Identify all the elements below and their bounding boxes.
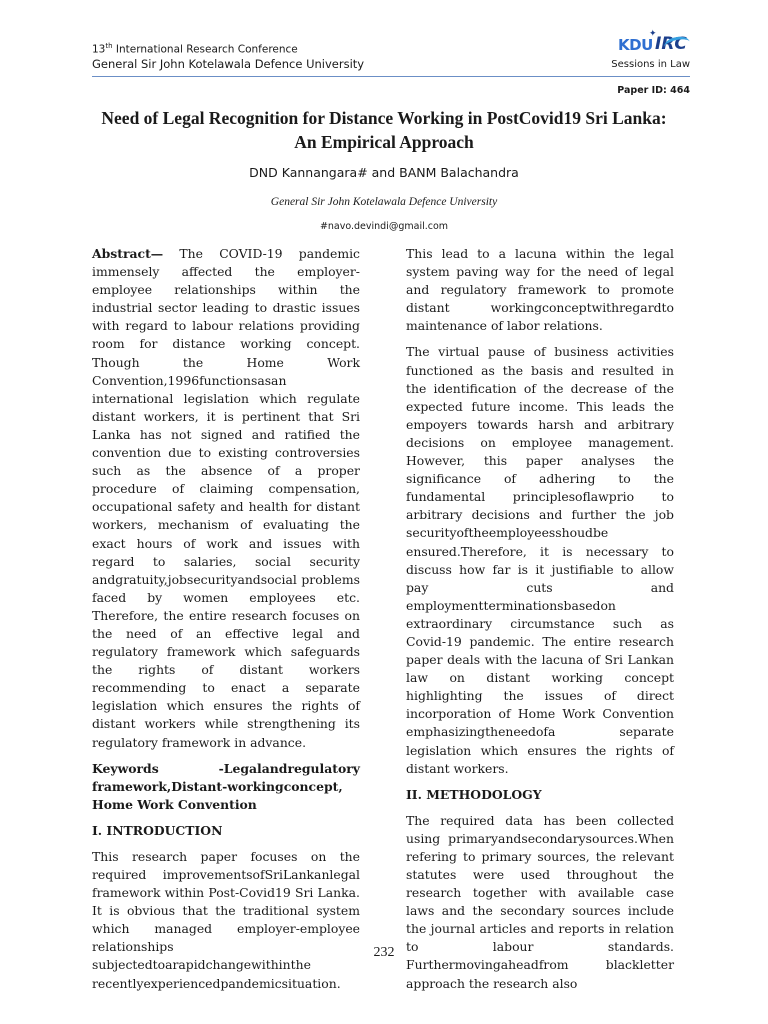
introduction-paragraph-3: The virtual pause of business activities functioned as the basis and resulted in the identification of the decrease of the expected future income. This leads the empoyers towards harsh and arbitrary decisions on employee management. However, this paper analyses the significance of adhering to the fundamental principlesoflawprio to arbitrary decisions and further the job securityoftheemployeesshoudbe ensured.Therefore, it is necessary to discuss how far is it justifiable to allow pay cuts and employmentterminationsbasedon extraordinary circumstance such as Covid-19 pandemic. The entire research paper deals with the lacuna of Sri Lankan law on distant working concept highlighting the issues of direct incorporation of Home Work Convention emphasizingtheneedofa separate legislation which ensures the rights of distant workers. — [406, 344, 674, 776]
introduction-heading: I. INTRODUCTION — [92, 822, 223, 838]
paper-title: Need of Legal Recognition for Distance Working in PostCovid19 Sri Lanka: An Empirical Approach — [101, 108, 667, 152]
page-header — [92, 28, 690, 77]
abstract-label: Abstract— — [92, 246, 164, 261]
conference-title: 13th International Research Conference — [92, 42, 298, 56]
authors: DND Kannangara# and BANM Balachandra — [249, 165, 519, 180]
paper-id: Paper ID: 464 — [617, 85, 690, 96]
introduction-paragraph-1: This research paper focuses on the required improvementsofSriLankanlegal framework within Post-Covid19 Sri Lanka. It is obvious that the traditional system which managed employer-employee relationships subjectedtoarapidchangewithinthe recentlyexperiencedpandemicsituation. — [92, 848, 360, 991]
abstract-text: The COVID-19 pandemic immensely affected the employer-employee relationships within the industrial sector leading to drastic issues with regard to labour relations providing room for distance working concept. Though the Home Work Convention,1996functionsasan international legislation which regulate distant workers, it is pertinent that Sri Lanka has not signed and ratified the convention due to existing controversies such as the absence of a proper procedure of claiming compensation, occupational safety and health for distant workers, mechanism of evaluating the exact hours of work and issues with regard to salaries, social security andgratuity,jobsecurityandsocial problems faced by women employees etc. Therefore, the entire research focuses on the need of an effective legal and regulatory framework which safeguards the rights of distant workers recommending to enact a separate legislation which ensures the rights of distant workers while strengthening its regulatory framework in advance. — [92, 246, 360, 750]
crest-icon: ✦ — [649, 28, 657, 38]
kduirc-logo — [618, 30, 694, 56]
page-number: 232 — [373, 945, 395, 960]
right-column — [406, 245, 674, 1001]
keywords: Keywords -Legalandregulatory framework,Distant-workingconcept, Home Work Convention — [92, 760, 360, 812]
left-column — [92, 245, 360, 1001]
methodology-paragraph-1: The required data has been collected using primaryandsecondarysources.When refering to primary sources, the relevant statutes were used throughout the research together with available case laws and the secondary sources include the journal articles and reports in relation to labour standards. Furthermovingaheadfrom blackletter approach the research also — [406, 812, 674, 991]
introduction-paragraph-2: This lead to a lacuna within the legal system paving way for the need of legal and regulatory framework to promote distant workingconceptwithregardto maintenance of labor relations. — [406, 246, 674, 334]
logo-irc-text: IRC — [655, 34, 687, 54]
affiliation: General Sir John Kotelawala Defence University — [270, 196, 498, 208]
session-label: Sessions in Law — [611, 59, 690, 70]
university-name: General Sir John Kotelawala Defence University — [92, 57, 365, 71]
author-email: #navo.devindi@gmail.com — [319, 221, 449, 232]
abstract — [92, 245, 360, 752]
methodology-heading: II. METHODOLOGY — [406, 786, 542, 802]
logo-kdu-text: KDU — [618, 36, 653, 54]
